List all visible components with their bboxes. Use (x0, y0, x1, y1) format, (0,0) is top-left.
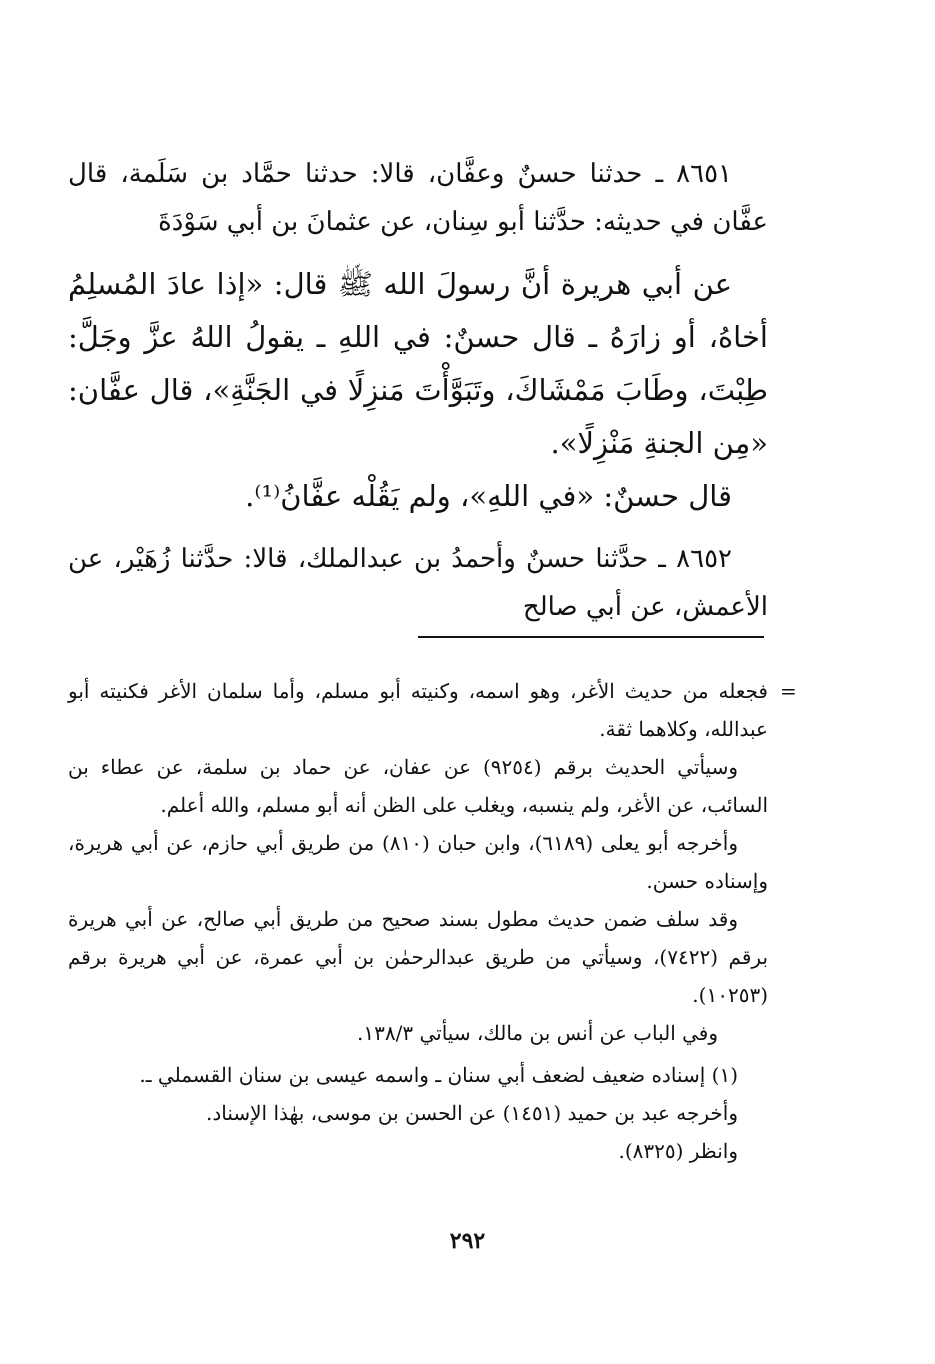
hadith-8651-intro: ٨٦٥١ ـ حدثنا حسنٌ وعفَّان، قالا: حدثنا حمَّاد بن سَلَمة، قال عفَّان في حديثه: حدَّثنا أبو سِنان، عن عثمانَ بن أبي سَوْدَةَ (68, 159, 768, 237)
footnote-paragraph: وقد سلف ضمن حديث مطول بسند صحيح من طريق أبي صالح، عن أبي هريرة برقم (٧٤٢٢)، وسيأتي من طريق عبدالرحمٰن بن أبي عمرة، عن أبي هريرة برقم (١٠٢٥٣). (68, 907, 769, 1007)
footnote-1: (١) إسناده ضعيف لضعف أبي سنان ـ واسمه عيسى بن سنان القسملي ـ. (139, 1063, 738, 1087)
hadith-8652-intro: ٨٦٥٢ ـ حدَّثنا حسنٌ وأحمدُ بن عبدالملك، قالا: حدَّثنا زُهَيْر، عن الأعمش، عن أبي صالح (68, 544, 768, 622)
footnote-paragraph: وأخرجه عبد بن حميد (١٤٥١) عن الحسن بن موسى، بهٰذا الإسناد. (205, 1101, 738, 1125)
continuation-mark: = (780, 679, 797, 703)
footnotes (68, 672, 768, 1170)
footnote-separator (418, 636, 764, 638)
footnote-paragraph: وأخرجه أبو يعلى (٦١٨٩)، وابن حبان (٨١٠) من طريق أبي حازم، عن أبي هريرة، وإسناده حسن. (68, 831, 768, 893)
page-number: ٢٩٢ (449, 1228, 486, 1254)
footnote-paragraph: وانظر (٨٣٢٥). (618, 1139, 738, 1163)
hadith-8651-text: عن أبي هريرة أنَّ رسولَ الله ﷺ قال: «إذا عادَ المُسلِمُ أخاهُ، أو زارَهُ ـ قال حسنٌ: في اللهِ ـ يقولُ اللهُ عزَّ وجَلَّ: طِبْتَ، وطَابَ مَمْشَاكَ، وتَبَوَّأْتَ مَنزِلًا في الجَنَّةِ»، قال عفَّان: «مِن الجنةِ مَنْزِلًا». (68, 267, 768, 460)
footnote-continued: فجعله من حديث الأغر، وهو اسمه، وكنيته أبو مسلم، وأما سلمان الأغر فكنيته أبو عبدالله، وكلاهما ثقة. (68, 679, 768, 741)
hadith-8651-remark: قال حسنٌ: «في اللهِ»، ولم يَقُلْه عفَّانُ⁽¹⁾. (245, 479, 732, 513)
footnote-paragraph: وفي الباب عن أنس بن مالك، سيأتي ١٣٨/٣. (357, 1021, 718, 1045)
footnote-paragraph: وسيأتي الحديث برقم (٩٢٥٤) عن عفان، عن حماد بن سلمة، عن عطاء بن السائب، عن الأغر، ولم ينسبه، ويغلب على الظن أنه أبو مسلم، والله أعلم. (68, 755, 768, 817)
main-text (68, 150, 768, 631)
